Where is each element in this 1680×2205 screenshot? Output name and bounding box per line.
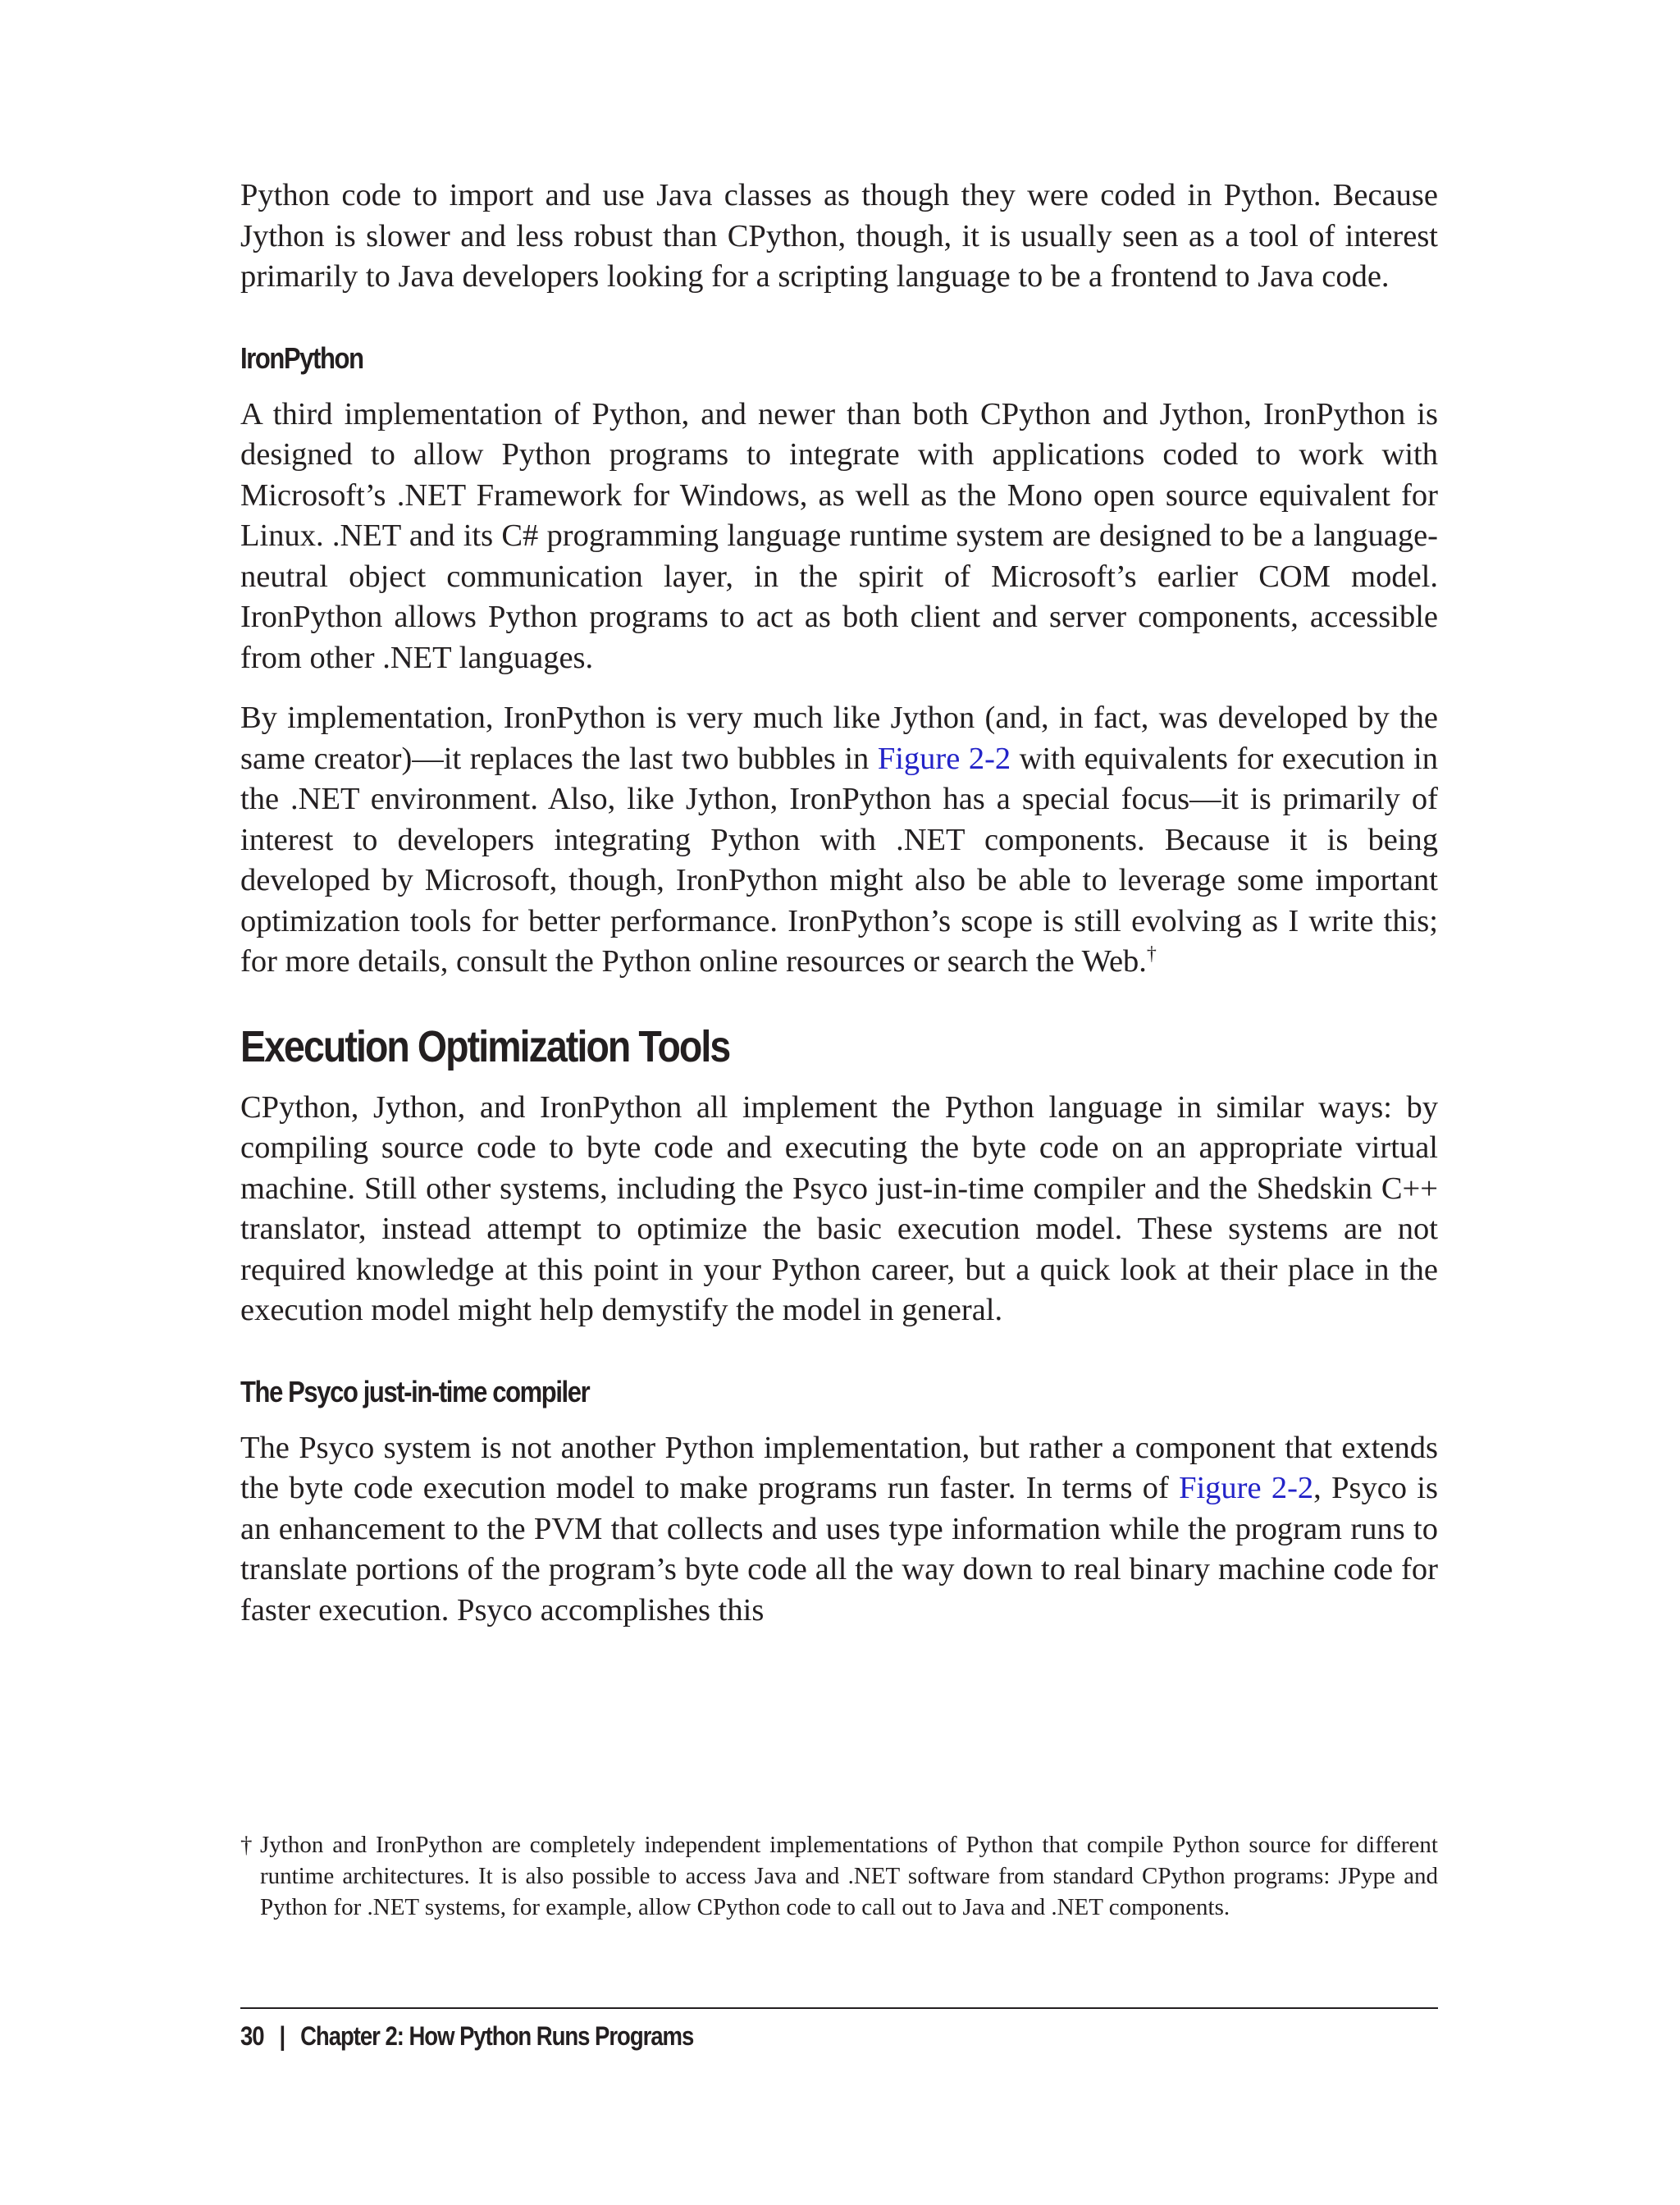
page-number: 30	[240, 2021, 264, 2051]
paragraph-ironpython-2-text-b: with equivalents for execution in the .NET environment. Also, like Jython, IronPython has a special focus—it is primarily of interest to developers integrating Python with .NET components. Because it is being developed by Microsoft, though, IronPython might also be able to leverage some important optimization tools for better performance. IronPython’s scope is still evolving as I write this; for more details, consult the Python online resources or search the Web.	[240, 741, 1438, 979]
page-body	[240, 176, 1438, 1631]
footer-divider	[240, 2007, 1438, 2009]
figure-2-2-link[interactable]: Figure 2-2	[877, 741, 1011, 776]
paragraph-psyco-1-text-b: , Psyco is an enhancement to the PVM that collects and uses type information while the program runs to translate portions of the program’s byte code all the way down to real binary machine code for faster execution. Psyco accomplishes this	[240, 1471, 1438, 1628]
paragraph-jython-continued: Python code to import and use Java classes as though they were coded in Python. Because Jython is slower and less robust than CPython, though, it is usually seen as a tool of interest primarily to Java developers looking for a scripting language to be a frontend to Java code.	[240, 178, 1438, 294]
footnote-marker[interactable]: †	[1146, 943, 1157, 966]
chapter-title: Chapter 2: How Python Runs Programs	[300, 2021, 694, 2051]
footnote	[240, 1829, 1438, 1923]
paragraph-execution-optimization: CPython, Jython, and IronPython all implement the Python language in similar ways: by compiling source code to byte code and executing the byte code on an appropriate virtual machine. Still other systems, including the Psyco just-in-time compiler and the Shedskin C++ translator, instead attempt to optimize the basic execution model. These systems are not required knowledge at this point in your Python career, but a quick look at their place in the execution model might help demystify the model in general.	[240, 1089, 1438, 1327]
footnote-text: Jython and IronPython are completely independent implementations of Python that compile Python source for different runtime architectures. It is also possible to access Java and .NET software from standard CPython programs: JPype and Python for .NET systems, for example, allow CPython code to call out to Java and .NET components.	[260, 1832, 1438, 1920]
footer-separator: |	[279, 2021, 285, 2051]
heading-psyco: The Psyco just-in-time compiler	[240, 1374, 590, 1408]
heading-ironpython: IronPython	[240, 340, 363, 375]
paragraph-ironpython-2	[240, 698, 1438, 983]
figure-2-2-link-psyco[interactable]: Figure 2-2	[1179, 1471, 1314, 1505]
paragraph-psyco-1	[240, 1428, 1438, 1632]
paragraph-psyco-1-text-a: The Psyco system is not another Python implementation, but rather a component that extends the byte code execution model to make programs run faster. In terms of	[240, 1430, 1438, 1505]
page-footer	[240, 2020, 693, 2052]
paragraph-ironpython-1: A third implementation of Python, and newer than both CPython and Jython, IronPython is designed to allow Python programs to integrate with applications coded to work with Microsoft’s .NET Framework for Windows, as well as the Mono open source equivalent for Linux. .NET and its C# programming language runtime system are designed to be a language-neutral object communication layer, in the spirit of Microsoft’s earlier COM model. IronPython allows Python programs to act as both client and server components, accessible from other .NET languages.	[240, 396, 1438, 675]
footnote-symbol: †	[240, 1832, 253, 1858]
paragraph-ironpython-2-text-a: By implementation, IronPython is very much like Jython (and, in fact, was developed by the same creator)—it replaces the last two bubbles in	[240, 701, 1438, 776]
heading-execution-optimization-tools: Execution Optimization Tools	[240, 1021, 730, 1071]
